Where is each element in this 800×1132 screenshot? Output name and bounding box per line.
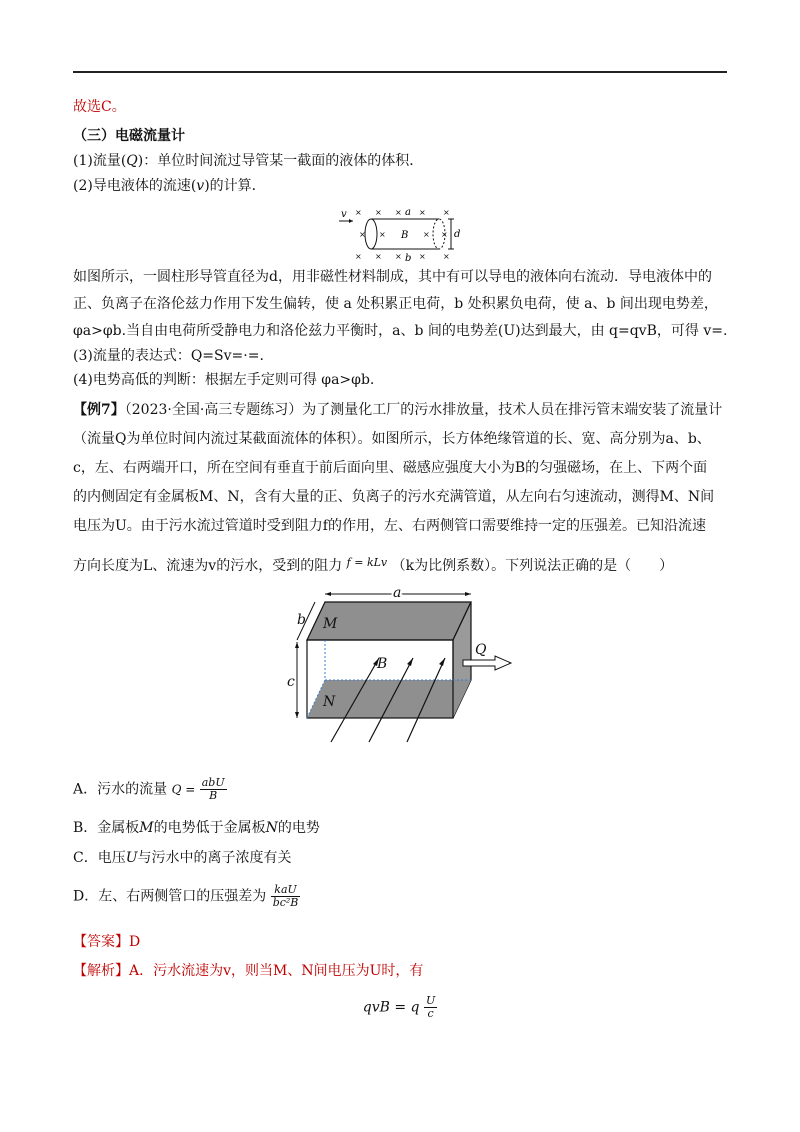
fig2-label-q: Q (475, 642, 487, 658)
example-text-6a: 方向长度为L、流速为v的污水，受到的阻力 (73, 558, 343, 574)
item-3: (3)流量的表达式：Q=Sv=·=. (73, 348, 264, 364)
section-title: （三）电磁流量计 (73, 128, 185, 144)
svg-text:×: × (355, 208, 362, 217)
example-text-1: （2023·全国·高三专题练习）为了测量化工厂的污水排放量，技术人员在排污管末端安装了流量计 (124, 402, 723, 418)
item-1-text-a: (1)流量( (73, 153, 127, 169)
svg-text:×: × (419, 208, 426, 217)
item-2-text-b: )的计算． (204, 178, 266, 194)
example-line-6 (73, 553, 673, 576)
option-b-text-a: B．金属板 (73, 820, 140, 836)
option-d-text: D．左、右两侧管口的压强差为 (73, 888, 267, 905)
fig1-label-b: b (405, 253, 412, 263)
svg-text:×: × (443, 252, 450, 261)
rectangular-pipe-figure (285, 582, 515, 747)
para-1-line-2: 正、负离子在洛伦兹力作用下发生偏转，使 a 处积累正电荷，b 处积累负电荷，使 a、b 间出现电势差， (73, 296, 718, 312)
fig2-label-a: a (393, 585, 402, 601)
option-d-denominator: bc²B (272, 896, 299, 909)
velocity-arrowhead (349, 219, 353, 223)
fig2-label-b-field: B (377, 656, 388, 672)
option-b-text-b: 的电势低于金属板 (153, 820, 266, 836)
para-1-line-1: 如图所示，一圆柱形导管直径为d，用非磁性材料制成，其中有可以导电的液体向右流动．导电液体中的 (73, 269, 712, 285)
svg-text:×: × (359, 230, 366, 239)
svg-text:×: × (395, 208, 402, 217)
option-d (73, 884, 300, 909)
example-line-2: （流量Q为单位时间内流过某截面流体的体积）。如图所示，长方体绝缘管道的长、宽、高分别为a、b、 (73, 431, 711, 447)
example-line-1 (73, 400, 722, 420)
option-b-m: M (139, 820, 154, 836)
fig1-label-d: d (454, 229, 461, 240)
analysis-line (73, 961, 423, 981)
example-tag: 【例7】 (73, 402, 125, 418)
svg-text:×: × (419, 252, 426, 261)
option-a-lhs: Q = (171, 782, 196, 797)
example-line-3: c，左、右两端开口，所在空间有垂直于前后面向里、磁感应强度大小为B的匀强磁场，在上、下两个面 (73, 460, 708, 476)
option-c-u: U (125, 850, 138, 866)
equation-denominator: c (427, 1007, 434, 1020)
equation-lhs: qvB = q (362, 999, 420, 1016)
analysis-equation (0, 995, 800, 1020)
fig1-label-a: a (405, 207, 411, 218)
fig2-label-c: c (287, 674, 295, 690)
item-1-q: Q (126, 153, 138, 169)
option-a-numerator: abU (201, 776, 225, 789)
fig2-label-m: M (323, 616, 338, 632)
answer-line: 【答案】D (73, 934, 141, 950)
item-1 (73, 151, 423, 171)
option-a-text: A．污水的流量 (73, 781, 168, 798)
item-2 (73, 176, 266, 196)
para-1-line-3: φa>φb.当自由电荷所受静电力和洛伦兹力平衡时，a、b 间的电势差(U)达到最大，由 q=qvB，可得 v=. (73, 323, 728, 339)
option-b-n: N (265, 820, 278, 836)
item-4: (4)电势高低的判断：根据左手定则可得 φa>φb. (73, 372, 375, 388)
item-2-v: v (196, 178, 205, 194)
svg-text:×: × (375, 208, 382, 217)
fig2-label-b: b (297, 612, 306, 628)
svg-text:×: × (423, 230, 430, 239)
option-c-text-b: 与污水中的离子浓度有关 (137, 850, 292, 866)
item-2-text-a: (2)导电液体的流速( (73, 178, 197, 194)
header-rule (73, 71, 727, 73)
fig1-label-v: v (341, 209, 347, 220)
example-line-4: 的内侧固定有金属板M、N，含有大量的正、负离子的污水充满管道，从左向右匀速流动，测得M、N间 (73, 489, 715, 505)
option-b-text-c: 的电势 (277, 820, 320, 836)
flowmeter-pipe-figure (335, 205, 465, 263)
option-b (73, 818, 320, 838)
example-line-5: 电压为U。由于污水流过管道时受到阻力f的作用，左、右两侧管口需要维持一定的压强差。已知沿流速 (73, 518, 706, 534)
option-a (73, 777, 227, 802)
item-1-text-b: )：单位时间流过导管某一截面的液体的体积． (137, 153, 424, 169)
svg-text:×: × (375, 252, 382, 261)
conclusion-line: 故选C。 (73, 99, 126, 115)
equation-fraction (424, 995, 437, 1020)
fig2-label-n: N (323, 694, 336, 710)
analysis-text: A．污水流速为v，则当M、N间电压为U时，有 (129, 963, 424, 979)
option-a-denominator: B (209, 789, 218, 802)
svg-text:×: × (443, 208, 450, 217)
option-c-text-a: C．电压 (73, 850, 126, 866)
analysis-tag: 【解析】 (73, 963, 129, 979)
svg-text:×: × (441, 230, 448, 239)
option-d-fraction (271, 884, 301, 909)
option-a-fraction (200, 777, 227, 802)
svg-text:×: × (395, 252, 402, 261)
option-d-numerator: kaU (271, 884, 301, 897)
fig1-label-b-field: B (401, 230, 409, 241)
svg-text:×: × (379, 230, 386, 239)
option-c (73, 848, 292, 868)
example-text-6b: （k为比例系数）。下列说法正确的是（ ） (391, 558, 674, 574)
svg-text:×: × (355, 252, 362, 261)
resistance-formula: f = kLv (346, 556, 388, 569)
equation-numerator: U (425, 994, 436, 1007)
